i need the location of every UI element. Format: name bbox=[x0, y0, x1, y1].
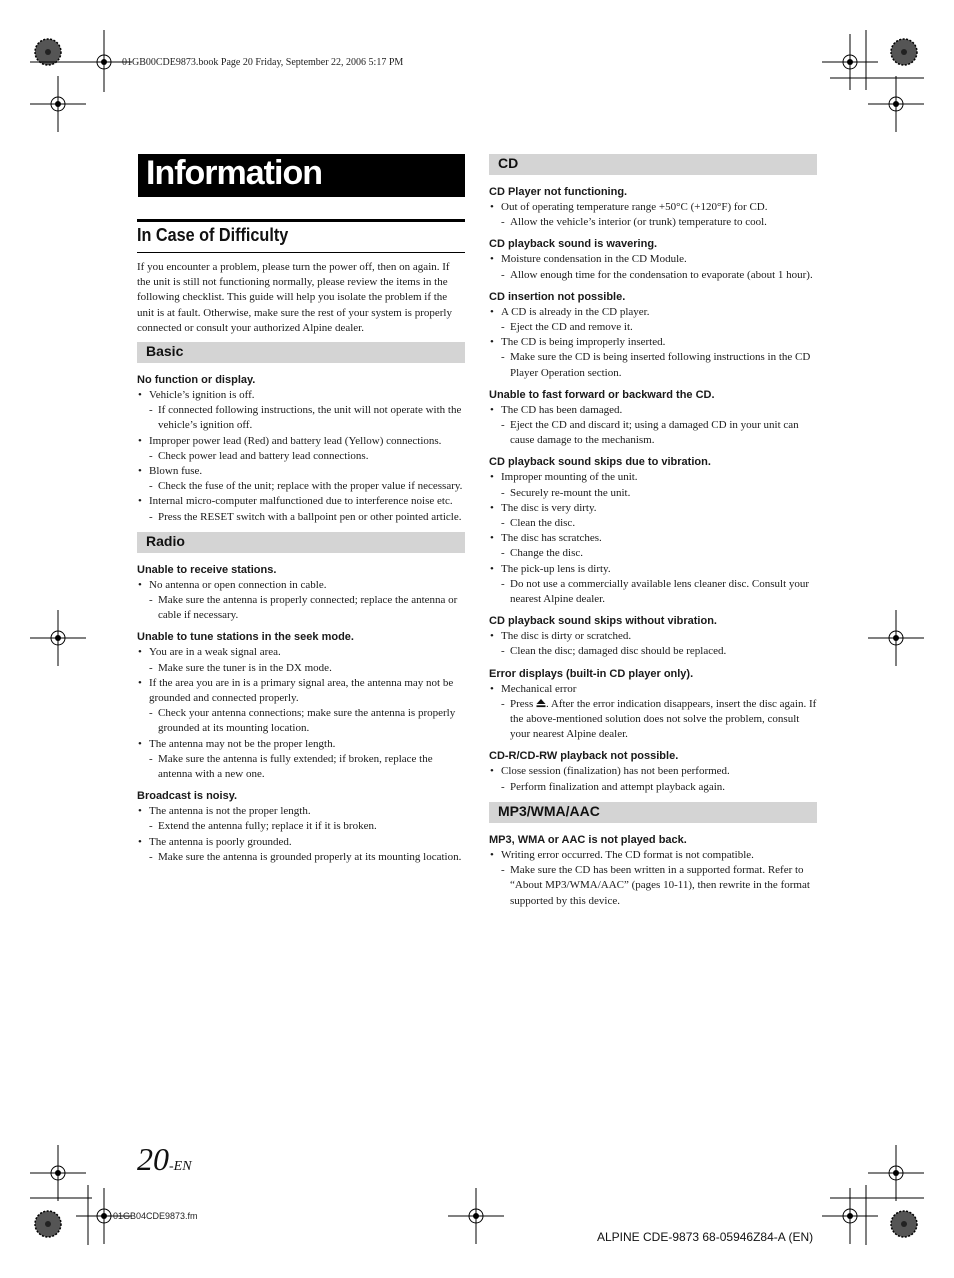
dash-line: - Change the disc. bbox=[489, 546, 817, 561]
bullet-line: • The antenna may not be the proper length. bbox=[137, 737, 465, 752]
mp3-items bbox=[489, 833, 817, 909]
dash-line: - Allow the vehicle’s interior (or trunk) temperature to cool. bbox=[489, 215, 817, 230]
bullet-line: • The CD has been damaged. bbox=[489, 403, 817, 418]
title-bar bbox=[138, 154, 465, 197]
item-title: CD-R/CD-RW playback not possible. bbox=[489, 750, 679, 763]
error-display-item bbox=[489, 667, 817, 743]
trouble-item bbox=[489, 614, 817, 659]
error-instruction: . After the error indication disappears, insert the disc again. If the above-mentioned solution does not solve the problem, consult your nearest Alpine dealer. bbox=[510, 697, 817, 741]
page-title: Information bbox=[146, 154, 322, 192]
dash-line: - Allow enough time for the condensation to evaporate (about 1 hour). bbox=[489, 268, 817, 283]
item-title: CD playback sound skips without vibration. bbox=[489, 615, 717, 628]
trouble-item bbox=[137, 563, 465, 624]
bullet-line: • Improper power lead (Red) and battery lead (Yellow) connections. bbox=[137, 434, 465, 449]
dash-line: - Perform finalization and attempt playback again. bbox=[489, 780, 817, 795]
bullet-line: • The disc is very dirty. bbox=[489, 501, 817, 516]
item-title: CD playback sound is wavering. bbox=[489, 238, 658, 251]
dash-line: - Eject the CD and remove it. bbox=[489, 320, 817, 335]
dash-line: - Make sure the tuner is in the DX mode. bbox=[137, 661, 465, 676]
bullet-line: • Out of operating temperature range +50°C (+120°F) for CD. bbox=[489, 200, 817, 215]
section-mp3 bbox=[489, 802, 817, 823]
item-title: Broadcast is noisy. bbox=[137, 790, 238, 803]
page-number-value: 20 bbox=[137, 1141, 169, 1177]
right-column bbox=[489, 154, 817, 916]
section-radio-heading: Radio bbox=[146, 532, 185, 549]
eject-icon bbox=[536, 698, 546, 708]
bullet-line: • The disc has scratches. bbox=[489, 531, 817, 546]
item-title: CD insertion not possible. bbox=[489, 290, 626, 303]
bullet-line: • A CD is already in the CD player. bbox=[489, 305, 817, 320]
bullet-line: • Blown fuse. bbox=[137, 464, 465, 479]
cdr-item bbox=[489, 749, 817, 794]
dash-line: - Check your antenna connections; make sure the antenna is properly grounded at its mounting location. bbox=[137, 706, 465, 736]
section-subtitle bbox=[137, 219, 465, 253]
footer-model: ALPINE CDE-9873 68-05946Z84-A (EN) bbox=[597, 1230, 814, 1244]
left-column bbox=[137, 260, 465, 872]
trouble-item bbox=[489, 290, 817, 381]
file-info-bottom: 01GB04CDE9873.fm bbox=[113, 1211, 198, 1221]
bullet-line: • Vehicle’s ignition is off. bbox=[137, 388, 465, 403]
file-info: 01GB00CDE9873.book Page 20 Friday, September 22, 2006 5:17 PM bbox=[122, 57, 404, 68]
dash-line: - Clean the disc. bbox=[489, 516, 817, 531]
page-number bbox=[137, 1141, 192, 1178]
dash-line: - Make sure the CD has been written in a supported format. Refer to “About MP3/WMA/AAC” (pages 10-11), then rewrite in the format supported by this device. bbox=[489, 863, 817, 909]
trouble-item bbox=[489, 833, 817, 909]
trouble-item bbox=[489, 388, 817, 449]
intro-paragraph: If you encounter a problem, please turn the power off, then on again. If the unit is still not functioning normally, please review the items in the following checklist. This guide will help you isolate the problem if the unit is at fault. Otherwise, make sure the rest of your system is properly connected or consult your authorized Alpine dealer. bbox=[137, 261, 452, 334]
dash-line: - Make sure the antenna is fully extended; if broken, replace the antenna with a new one. bbox=[137, 752, 465, 782]
trouble-item bbox=[489, 455, 817, 607]
basic-items bbox=[137, 373, 465, 525]
dash-line: - Eject the CD and discard it; using a damaged CD in your unit can cause damage to the mechanism. bbox=[489, 418, 817, 448]
dash-line: - Make sure the antenna is grounded properly at its mounting location. bbox=[137, 850, 465, 865]
dash-line: - Make sure the CD is being inserted following instructions in the CD Player Operation section. bbox=[489, 350, 817, 380]
dash-line bbox=[489, 697, 817, 743]
bullet-line: • If the area you are in is a primary signal area, the antenna may not be grounded and connected properly. bbox=[137, 676, 465, 706]
item-title: Unable to receive stations. bbox=[137, 563, 277, 576]
trouble-item bbox=[137, 789, 465, 865]
bullet-line: • The disc is dirty or scratched. bbox=[489, 629, 817, 644]
bullet-line: • Writing error occurred. The CD format is not compatible. bbox=[489, 848, 817, 863]
item-title: Unable to tune stations in the seek mode. bbox=[137, 631, 354, 644]
item-title: Unable to fast forward or backward the CD. bbox=[489, 388, 715, 401]
dash-line: - Do not use a commercially available lens cleaner disc. Consult your nearest Alpine dealer. bbox=[489, 577, 817, 607]
bullet-line: • The pick-up lens is dirty. bbox=[489, 562, 817, 577]
page-suffix: -EN bbox=[169, 1159, 192, 1174]
bullet-line: • Close session (finalization) has not been performed. bbox=[489, 764, 817, 779]
trouble-item bbox=[137, 630, 465, 782]
dash-line: - Check the fuse of the unit; replace with the proper value if necessary. bbox=[137, 479, 465, 494]
bullet-line: • You are in a weak signal area. bbox=[137, 645, 465, 660]
trouble-item bbox=[137, 373, 465, 525]
dash-line: - Check power lead and battery lead connections. bbox=[137, 449, 465, 464]
radio-items bbox=[137, 563, 465, 865]
press-text: Press bbox=[510, 697, 534, 710]
bullet-line: • No antenna or open connection in cable. bbox=[137, 578, 465, 593]
section-basic-heading: Basic bbox=[146, 343, 184, 360]
item-title: Error displays (built-in CD player only). bbox=[489, 667, 694, 680]
trouble-item bbox=[489, 185, 817, 230]
dash-line: - Make sure the antenna is properly connected; replace the antenna or cable if necessary. bbox=[137, 593, 465, 623]
section-cd-heading: CD bbox=[498, 155, 519, 171]
dash-line: - Securely re-mount the unit. bbox=[489, 486, 817, 501]
section-cd bbox=[489, 154, 817, 175]
bullet-line: • The antenna is poorly grounded. bbox=[137, 835, 465, 850]
bullet-line: • The antenna is not the proper length. bbox=[137, 804, 465, 819]
bullet-line: • Internal micro-computer malfunctioned due to interference noise etc. bbox=[137, 494, 465, 509]
section-radio bbox=[137, 532, 465, 553]
dash-line: - Clean the disc; damaged disc should be replaced. bbox=[489, 644, 817, 659]
item-title: No function or display. bbox=[137, 374, 256, 387]
dash-line: - Extend the antenna fully; replace it if it is broken. bbox=[137, 819, 465, 834]
dash-line: - If connected following instructions, the unit will not operate with the vehicle’s ignition off. bbox=[137, 403, 465, 433]
dash-line: - Press the RESET switch with a ballpoint pen or other pointed article. bbox=[137, 510, 465, 525]
trouble-item bbox=[489, 749, 817, 794]
item-title: MP3, WMA or AAC is not played back. bbox=[489, 833, 687, 846]
item-title: CD playback sound skips due to vibration. bbox=[489, 456, 711, 469]
bullet-line: • The CD is being improperly inserted. bbox=[489, 335, 817, 350]
bullet-line: • Mechanical error bbox=[489, 682, 817, 697]
bullet-line: • Moisture condensation in the CD Module. bbox=[489, 252, 817, 267]
section-basic bbox=[137, 342, 465, 363]
item-title: CD Player not functioning. bbox=[489, 186, 628, 198]
cd-items bbox=[489, 185, 817, 660]
section-mp3-heading: MP3/WMA/AAC bbox=[498, 802, 600, 819]
bullet-line: • Improper mounting of the unit. bbox=[489, 470, 817, 485]
subtitle-text: In Case of Difficulty bbox=[137, 225, 289, 245]
trouble-item bbox=[489, 237, 817, 282]
